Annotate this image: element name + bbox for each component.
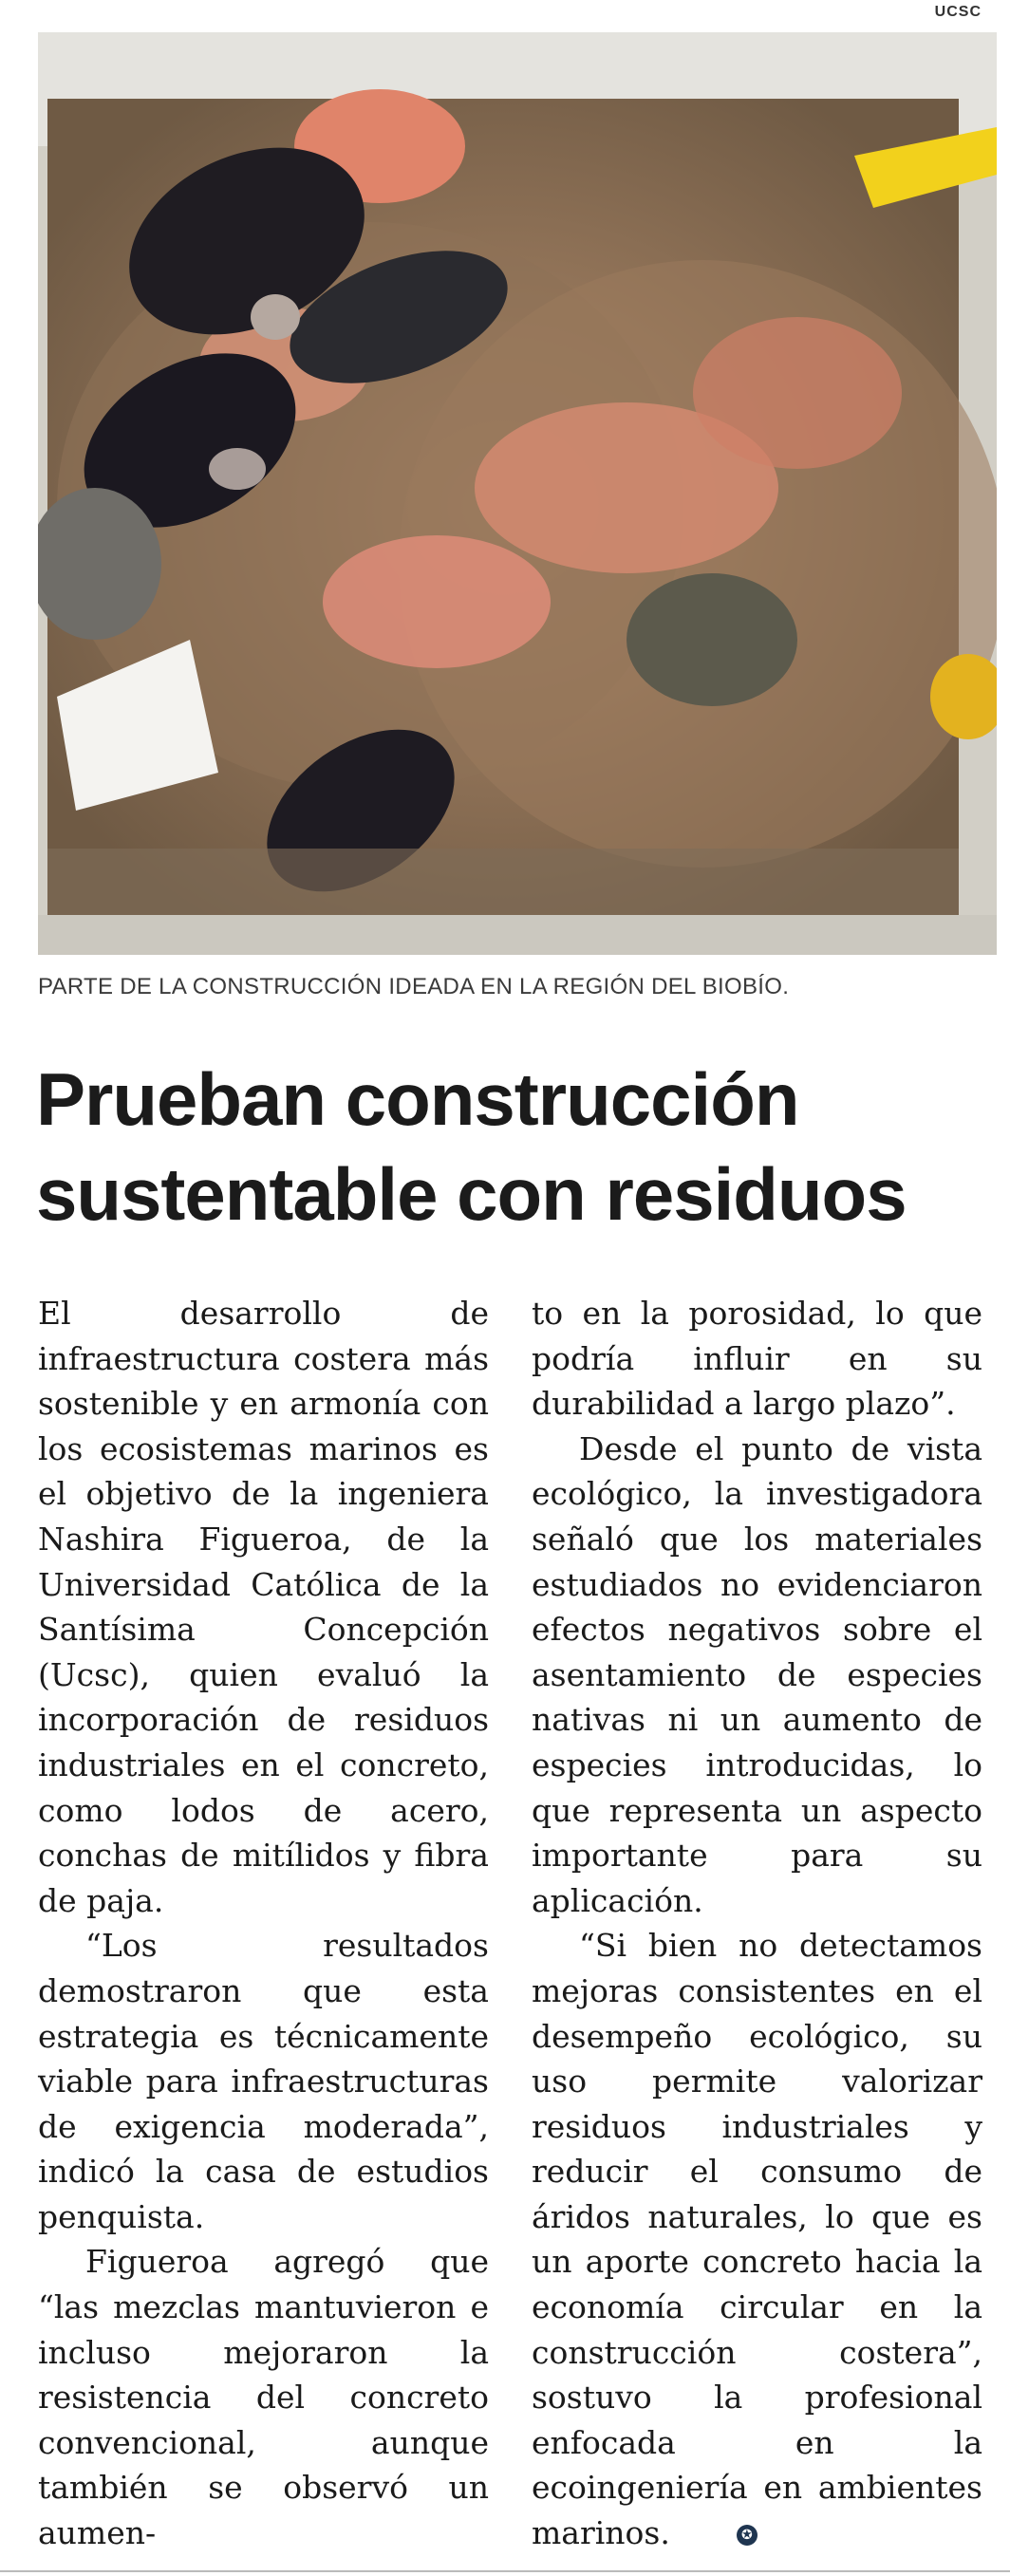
body-paragraph: “Los resultados demostraron que esta estrategia es técnicamente viable para infraestructuras de exigencia moderada”, indicó la casa de estudios penquista. [38, 1927, 489, 2235]
body-paragraph: “Si bien no detectamos mejoras consistentes en el desempeño ecológico, su uso permite valorizar residuos industriales y reducir el consumo de áridos naturales, lo que es un aporte concreto hacia la economía circular en la construcción costera”, sostuvo la profesional enfocada en la ecoingeniería en ambientes marinos. [532, 1927, 982, 2552]
article-photo [38, 32, 997, 955]
page-bottom-rule [0, 2570, 1010, 2572]
body-paragraph: Desde el punto de vista ecológico, la investigadora señaló que los materiales estudiados no evidenciaron efectos negativos sobre el asentamiento de especies nativas ni un aumento de especies introducidas, lo que representa un aspecto importante para su aplicación. [532, 1429, 982, 1919]
article-headline: Prueban construcción sustentable con residuos [36, 1057, 907, 1236]
star-circle-icon: ✪ [737, 2525, 758, 2546]
body-paragraph: Figueroa agregó que “las mezclas mantuvieron e incluso mejoraron la resistencia del concreto convencional, aunque también se observó un aumen- [38, 2243, 489, 2552]
concrete-block-illustration [38, 32, 997, 955]
body-paragraph: El desarrollo de infraestructura costera más sostenible y en armonía con los ecosistemas marinos es el objetivo de la ingeniera Nashira Figueroa, de la Universidad Católica de la Santísima Concepción (Ucsc), quien evaluó la incorporación de residuos industriales en el concreto, como lodos de acero, conchas de mitílidos y fibra de paja. [38, 1295, 489, 1919]
article-column-left [38, 1291, 489, 2556]
article-column-right [532, 1291, 982, 2556]
body-paragraph: to en la porosidad, lo que podría influir en su durabilidad a largo plazo”. [532, 1295, 982, 1423]
photo-credit: UCSC [934, 4, 982, 20]
photo-caption: PARTE DE LA CONSTRUCCIÓN IDEADA EN LA REGIÓN DEL BIOBÍO. [38, 974, 790, 999]
